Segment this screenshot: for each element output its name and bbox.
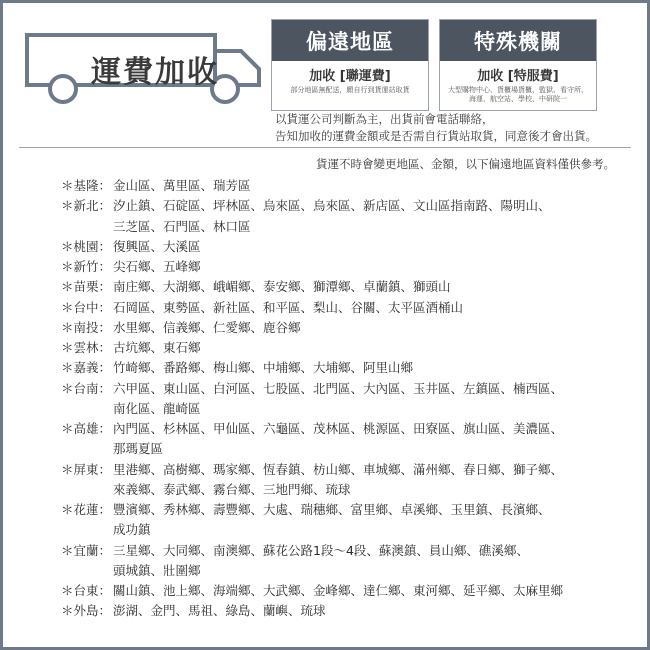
region-values: [111, 237, 629, 257]
region-values: [111, 196, 629, 237]
disclaimer-note: 貨運不時會變更地區、金額，以下偏遠地區資料僅供參考。: [316, 157, 615, 171]
truck-block: [19, 17, 271, 113]
region-values: [111, 318, 629, 338]
region-line: 金山區、萬里區、瑞芳區: [113, 178, 251, 193]
region-row: [21, 176, 629, 196]
region-row: [21, 500, 629, 541]
region-line: 澎湖、金門、馬祖、綠島、蘭嶼、琉球: [113, 603, 326, 619]
region-list: [21, 176, 629, 622]
region-label: ＊台東：: [61, 583, 112, 598]
region-label: ＊花蓮：: [61, 502, 112, 517]
region-label: ＊新北：: [61, 198, 112, 214]
region-values: [111, 257, 629, 277]
region-label: ＊嘉義：: [61, 360, 112, 376]
region-line: 六甲區、東山區、白河區、七股區、北門區、大內區、玉井區、左鎮區、楠西區、: [113, 380, 564, 396]
truck-label: 運費加收: [91, 55, 219, 90]
region-line: 汐止鎮、石碇區、坪林區、烏來區、烏來區、新店區、文山區指南路、陽明山、: [113, 198, 551, 214]
region-row: [21, 237, 629, 257]
region-label: ＊外島：: [61, 603, 112, 619]
region-label: ＊雲林：: [61, 340, 112, 355]
region-values: [111, 419, 629, 460]
badge-subtitle: 加收 [特服費]: [477, 69, 559, 84]
region-row: [21, 358, 629, 378]
region-line: 復興區、大溪區: [113, 238, 201, 254]
badge-note: 大型購物中心、貨櫃場貨櫃、監獄、看守所、海運、航空站、學校、中研院一: [448, 86, 588, 104]
region-row: [21, 541, 629, 582]
region-row: [21, 460, 629, 501]
region-row: [21, 318, 629, 338]
region-values: [111, 298, 629, 318]
region-row: [21, 257, 629, 277]
region-row: [21, 277, 629, 297]
region-values: [111, 500, 629, 541]
header-note-line2: 告知加收的運費金額或是否需自行貨站取貨，同意後才會出貨。: [275, 129, 597, 144]
region-line: 三芝區、石門區、林口區: [113, 218, 251, 234]
region-line: 古坑鄉、東石鄉: [113, 340, 201, 355]
region-values: [111, 601, 629, 621]
region-line: 里港鄉、高樹鄉、瑪家鄉、恆春鎮、枋山鄉、車城鄉、滿州鄉、春日鄉、獅子鄉、: [113, 461, 564, 477]
region-label: ＊苗栗：: [61, 279, 112, 295]
region-line: 三星鄉、大同鄉、南澳鄉、蘇花公路1段～4段、蘇澳鎮、員山鄉、礁溪鄉、: [113, 542, 529, 558]
region-line: 關山鎮、池上鄉、海端鄉、大武鄉、金峰鄉、達仁鄉、東河鄉、延平鄉、太麻里鄉: [113, 583, 564, 598]
region-values: [111, 581, 629, 601]
region-line: 那瑪夏區: [113, 441, 164, 457]
region-label: ＊台中：: [61, 299, 112, 315]
region-line: 尖石鄉、五峰鄉: [113, 259, 201, 274]
header: [3, 3, 647, 144]
badge-group: [271, 19, 597, 111]
badge-title: 特殊機關: [440, 20, 596, 61]
badge-remote-area: [271, 19, 429, 111]
region-line: 內門區、杉林區、甲仙區、六龜區、茂林區、桃源區、田寮區、旗山區、美濃區、: [113, 421, 564, 436]
region-row: [21, 379, 629, 420]
region-line: 竹崎鄉、番路鄉、梅山鄉、中埔鄉、大埔鄉、阿里山鄉: [113, 360, 414, 376]
header-note-line1: 以貨運公司判斷為主，出貨前會電話聯絡，: [275, 112, 494, 126]
region-line: 豐濱鄉、秀林鄉、壽豐鄉、大處、瑞穗鄉、富里鄉、卓溪鄉、玉里鎮、長濱鄉、: [113, 502, 551, 517]
region-label: ＊新竹：: [61, 259, 112, 274]
main-content: [3, 148, 647, 622]
header-note: [275, 111, 597, 146]
region-line: 南庄鄉、大湖鄉、峨嵋鄉、泰安鄉、獅潭鄉、卓蘭鎮、獅頭山: [113, 279, 451, 295]
region-values: [111, 358, 629, 378]
badge-special-institution: [439, 19, 597, 111]
region-values: [111, 460, 629, 501]
badge-note: 部分地區無配送，願自行到貨運站取貨: [290, 86, 410, 94]
region-label: ＊高雄：: [61, 421, 112, 436]
region-row: [21, 601, 629, 621]
region-label: ＊屏東：: [61, 461, 112, 477]
region-line: 水里鄉、信義鄉、仁愛鄉、鹿谷鄉: [113, 319, 301, 335]
region-values: [111, 379, 629, 420]
badge-title: 偏遠地區: [272, 20, 428, 61]
region-label: ＊台南：: [61, 380, 112, 396]
region-values: [111, 338, 629, 358]
region-label: ＊桃園：: [61, 238, 112, 254]
region-label: ＊南投：: [61, 319, 112, 335]
region-row: [21, 419, 629, 460]
region-row: [21, 298, 629, 318]
region-values: [111, 176, 629, 196]
region-label: ＊宜蘭：: [61, 542, 112, 558]
region-row: [21, 581, 629, 601]
region-row: [21, 338, 629, 358]
region-values: [111, 277, 629, 297]
region-line: 石岡區、東勢區、新社區、和平區、梨山、谷關、太平區酒桶山: [113, 299, 464, 315]
region-line: 頭城鎮、壯圍鄉: [113, 562, 201, 578]
region-line: 南化區、龍崎區: [113, 400, 201, 416]
region-row: [21, 196, 629, 237]
region-line: 來義鄉、泰武鄉、霧台鄉、三地門鄉、琉球: [113, 481, 351, 497]
region-line: 成功鎮: [113, 522, 151, 538]
badge-subtitle: 加收 [聯運費]: [309, 69, 391, 84]
region-values: [111, 541, 629, 582]
region-label: ＊基隆：: [61, 178, 112, 193]
